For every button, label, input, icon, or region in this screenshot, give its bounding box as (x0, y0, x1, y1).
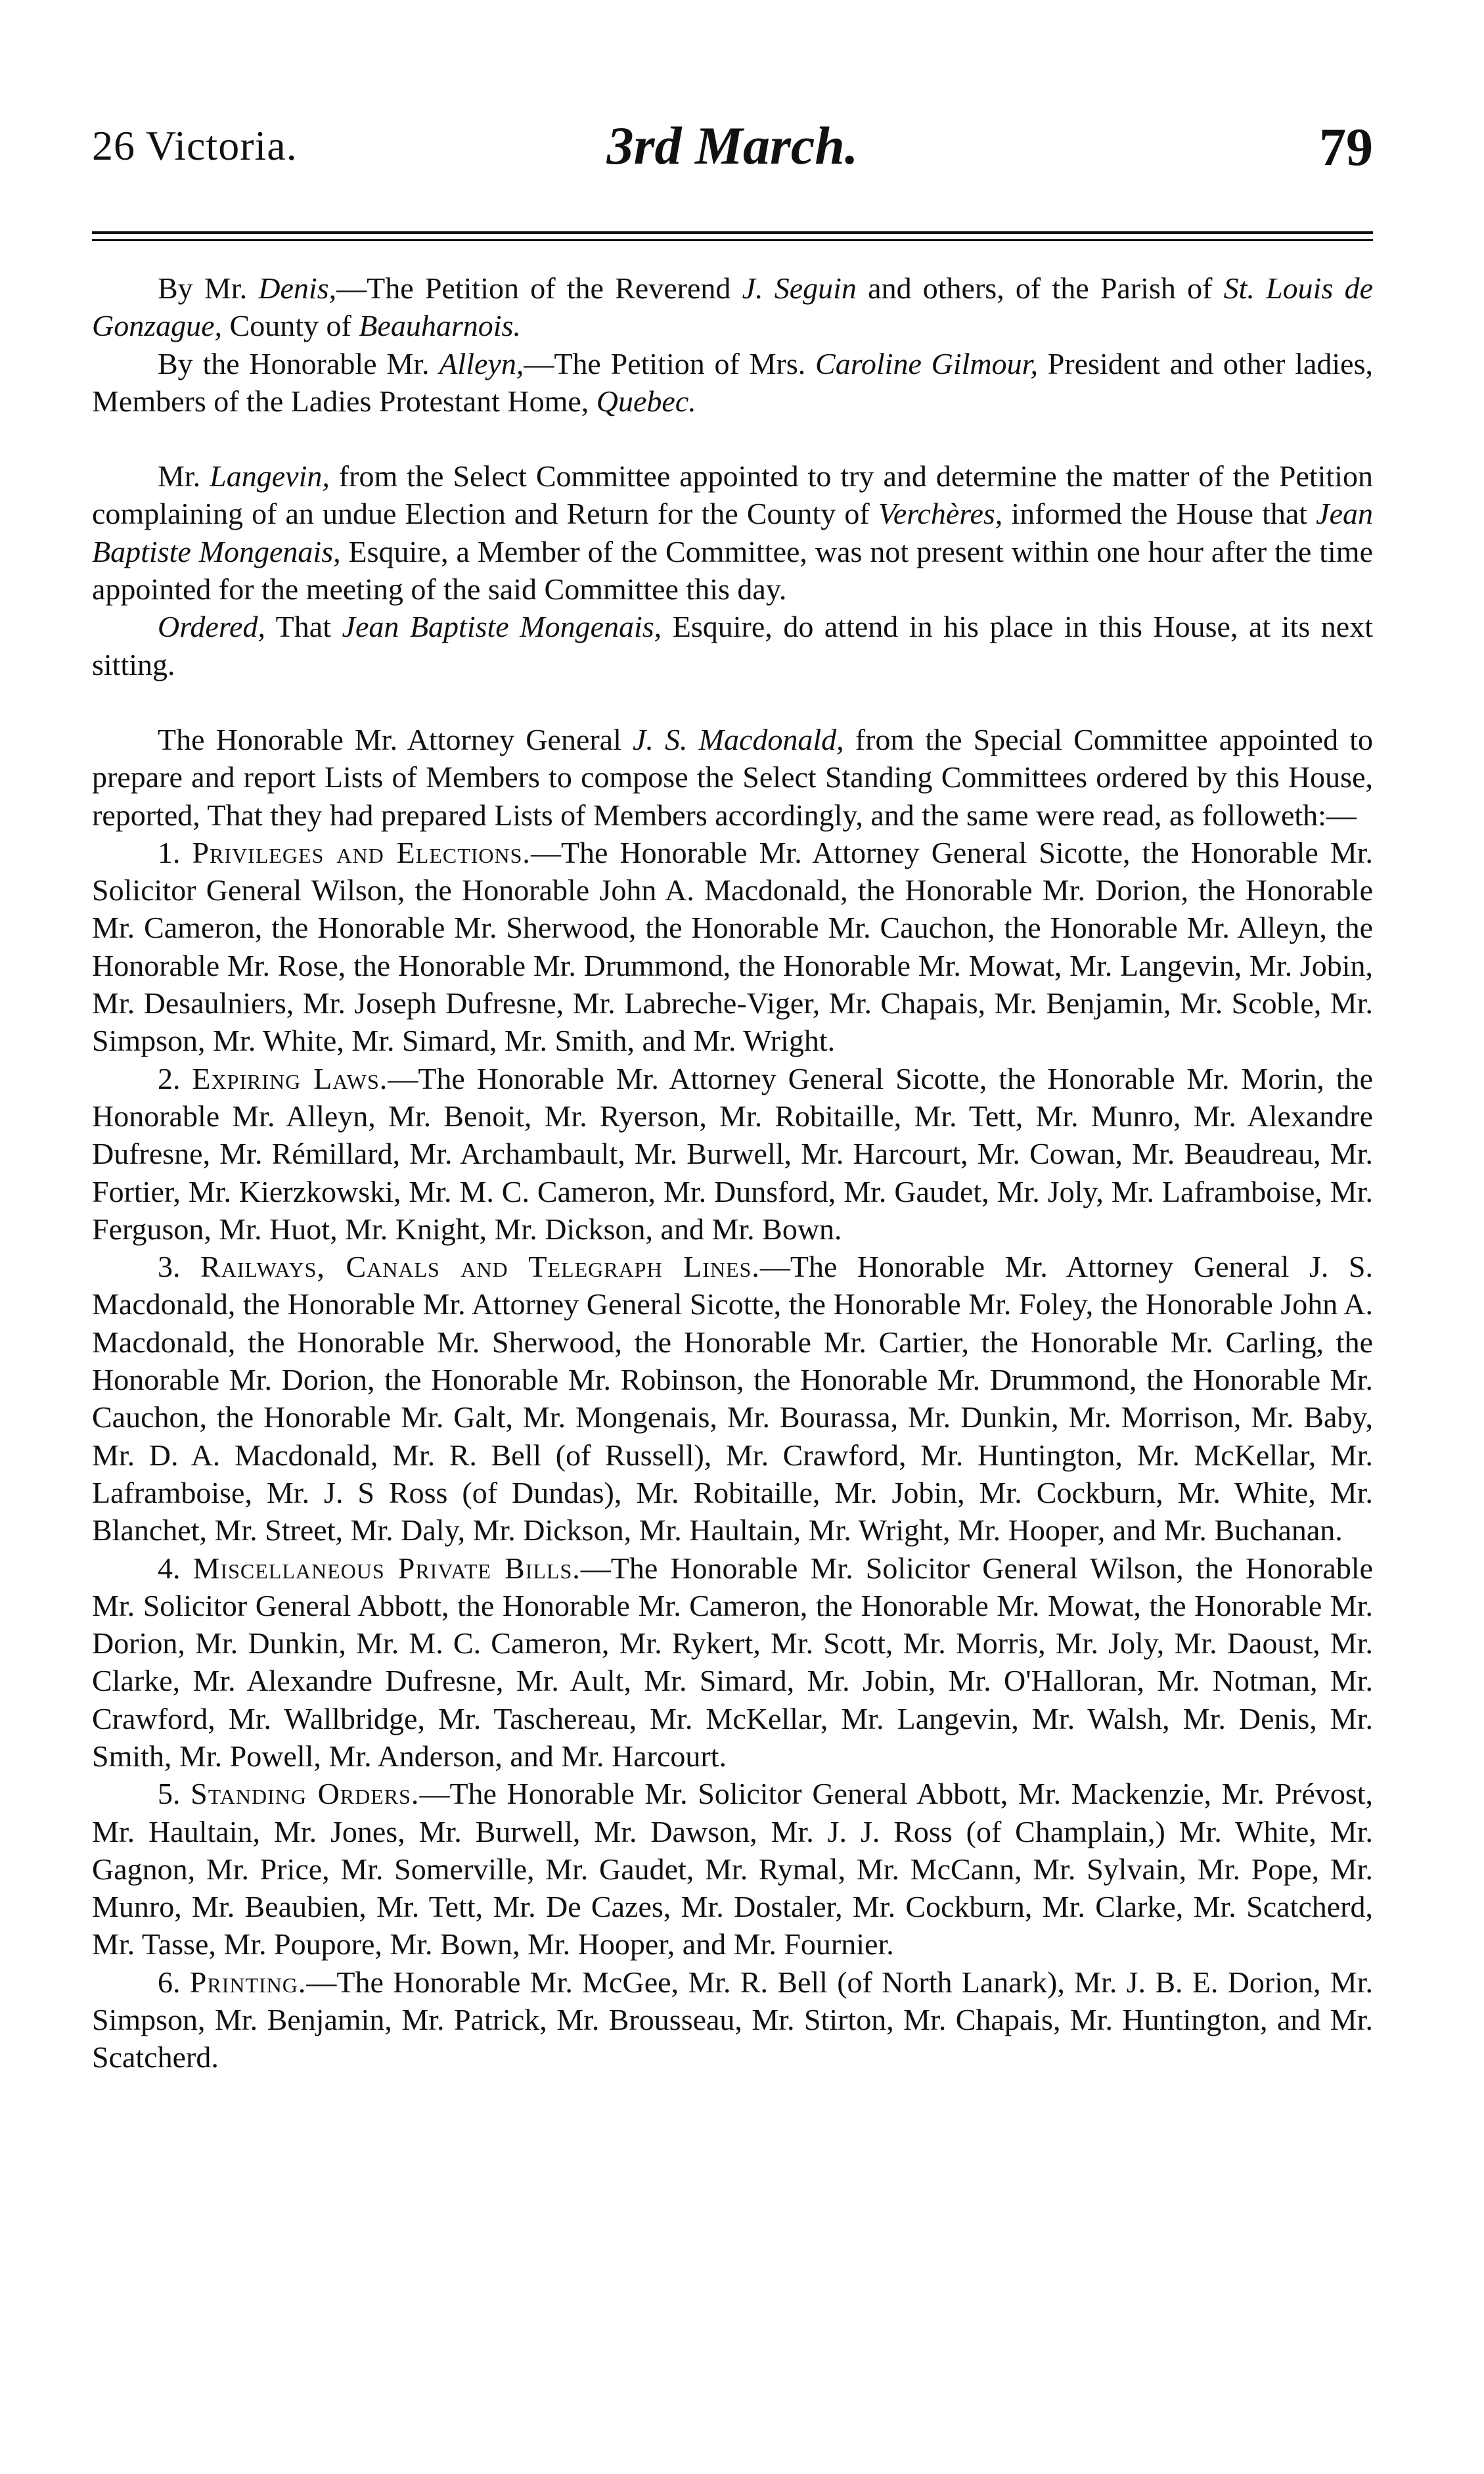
committee-list-item: 1. Privileges and Elections.—The Honorable Mr. Attorney General Sicotte, the Honorable Mr. Solicitor General Wilson, the Honorable John A. Macdonald, the Honorable Mr. Dorion, the Honorable Mr. Cameron, the Honorable Mr. Sherwood, the Honorable Mr. Cauchon, the Honorable Mr. Alleyn, the Honorable Mr. Rose, the Honorable Mr. Drummond, the Honorable Mr. Mowat, Mr. Langevin, Mr. Jobin, Mr. Desaulniers, Mr. Joseph Dufresne, Mr. Labreche-Viger, Mr. Chapais, Mr. Benjamin, Mr. Scoble, Mr. Simpson, Mr. White, Mr. Simard, Mr. Smith, and Mr. Wright. (92, 835, 1373, 1058)
committee-report-paragraph: Mr. Langevin, from the Select Committee appointed to try and determine the matter of the Petition complaining of an undue Election and Return for the County of Verchères, informed the House that Jean Baptiste Mongenais, Esquire, a Member of the Committee, was not present within one hour after the time appointed for the meeting of the said Committee this day. (92, 459, 1373, 607)
committee-title: Miscellaneous Private Bills. (192, 1551, 581, 1585)
header-rule-thick (92, 231, 1373, 234)
committee-members: —The Honorable Mr. Attorney General Sicotte, the Honorable Mr. Solicitor General Wilson, the Honorable John A. Macdonald, the Honorable Mr. Dorion, the Honorable Mr. Cameron, the Honorable Mr. Sherwood, the Honorable Mr. Cauchon, the Honorable Mr. Alleyn, the Honorable Mr. Rose, the Honorable Mr. Drummond, the Honorable Mr. Mowat, Mr. Langevin, Mr. Jobin, Mr. Desaulniers, Mr. Joseph Dufresne, Mr. Labreche-Viger, Mr. Chapais, Mr. Benjamin, Mr. Scoble, Mr. Simpson, Mr. White, Mr. Simard, Mr. Smith, and Mr. Wright. (92, 835, 1373, 1058)
committee-members: —The Honorable Mr. McGee, Mr. R. Bell (of North Lanark), Mr. J. B. E. Dorion, Mr. Simpson, Mr. Benjamin, Mr. Patrick, Mr. Brousseau, Mr. Stirton, Mr. Chapais, Mr. Huntington, and Mr. Scatcherd. (92, 1965, 1373, 2074)
session-label: 26 Victoria. (92, 122, 298, 169)
committee-list-item: 4. Miscellaneous Private Bills.—The Honorable Mr. Solicitor General Wilson, the Honorable Mr. Solicitor General Abbott, the Honorable Mr. Cameron, the Honorable Mr. Mowat, the Honorable Mr. Dorion, Mr. Dunkin, Mr. M. C. Cameron, Mr. Rykert, Mr. Scott, Mr. Morris, Mr. Joly, Mr. Daoust, Mr. Clarke, Mr. Alexandre Dufresne, Mr. Ault, Mr. Simard, Mr. Jobin, Mr. O'Halloran, Mr. Notman, Mr. Crawford, Mr. Wallbridge, Mr. Taschereau, Mr. McKellar, Mr. Langevin, Mr. Walsh, Mr. Denis, Mr. Smith, Mr. Powell, Mr. Anderson, and Mr. Harcourt. (92, 1551, 1374, 1773)
committee-list-item: 5. Standing Orders.—The Honorable Mr. Solicitor General Abbott, Mr. Mackenzie, Mr. Prévost, Mr. Haultain, Mr. Jones, Mr. Burwell, Mr. Dawson, Mr. J. J. Ross (of Champlain,) Mr. White, Mr. Gagnon, Mr. Price, Mr. Somerville, Mr. Gaudet, Mr. Rymal, Mr. McCann, Mr. Sylvain, Mr. Pope, Mr. Munro, Mr. Beaubien, Mr. Tett, Mr. De Cazes, Mr. Dostaler, Mr. Cockburn, Mr. Clarke, Mr. Scatcherd, Mr. Tasse, Mr. Poupore, Mr. Bown, Mr. Hooper, and Mr. Fournier. (92, 1777, 1373, 1961)
header-rule-thin (92, 239, 1373, 241)
committee-title: Railways, Canals and Telegraph Lines. (200, 1250, 760, 1284)
committee-title: Expiring Laws. (192, 1061, 388, 1095)
committee-list-item: 3. Railways, Canals and Telegraph Lines.—The Honorable Mr. Attorney General J. S. Macdonald, the Honorable Mr. Attorney General Sicotte, the Honorable Mr. Foley, the Honorable John A. Macdonald, the Honorable Mr. Sherwood, the Honorable Mr. Cartier, the Honorable Mr. Carling, the Honorable Mr. Dorion, the Honorable Mr. Robinson, the Honorable Mr. Drummond, the Honorable Mr. Cauchon, the Honorable Mr. Galt, Mr. Mongenais, Mr. Bourassa, Mr. Dunkin, Mr. Morrison, Mr. Baby, Mr. D. A. Macdonald, Mr. R. Bell (of Russell), Mr. Crawford, Mr. Huntington, Mr. McKellar, Mr. Laframboise, Mr. J. S Ross (of Dundas), Mr. Robitaille, Mr. Jobin, Mr. Cockburn, Mr. White, Mr. Blanchet, Mr. Street, Mr. Daly, Mr. Dickson, Mr. Haultain, Mr. Wright, Mr. Hooper, and Mr. Buchanan. (92, 1250, 1373, 1547)
page-date: 3rd March. (606, 116, 859, 175)
petition-entry: By the Honorable Mr. Alleyn,—The Petition of Mrs. Caroline Gilmour, President and other ladies, Members of the Ladies Protestant Home, Quebec. (92, 346, 1373, 418)
committee-members: —The Honorable Mr. Solicitor General Wilson, the Honorable Mr. Solicitor General Abbott, the Honorable Mr. Cameron, the Honorable Mr. Mowat, the Honorable Mr. Dorion, Mr. Dunkin, Mr. M. C. Cameron, Mr. Rykert, Mr. Scott, Mr. Morris, Mr. Joly, Mr. Daoust, Mr. Clarke, Mr. Alexandre Dufresne, Mr. Ault, Mr. Simard, Mr. Jobin, Mr. O'Halloran, Mr. Notman, Mr. Crawford, Mr. Wallbridge, Mr. Taschereau, Mr. McKellar, Mr. Langevin, Mr. Walsh, Mr. Denis, Mr. Smith, Mr. Powell, Mr. Anderson, and Mr. Harcourt. (92, 1551, 1374, 1773)
committee-title: Standing Orders. (191, 1777, 420, 1811)
committee-members: —The Honorable Mr. Attorney General Sicotte, the Honorable Mr. Morin, the Honorable Mr. Alleyn, Mr. Benoit, Mr. Ryerson, Mr. Robitaille, Mr. Tett, Mr. Munro, Mr. Alexandre Dufresne, Mr. Rémillard, Mr. Archambault, Mr. Burwell, Mr. Harcourt, Mr. Cowan, Mr. Beaudreau, Mr. Fortier, Mr. Kierzkowski, Mr. M. C. Cameron, Mr. Dunsford, Mr. Gaudet, Mr. Joly, Mr. Laframboise, Mr. Ferguson, Mr. Huot, Mr. Knight, Mr. Dickson, and Mr. Bown. (92, 1061, 1374, 1246)
petition-entry: By Mr. Denis,—The Petition of the Reverend J. Seguin and others, of the Parish of St. Louis de Gonzague, County of Beauharnois. (92, 271, 1373, 343)
committee-members: —The Honorable Mr. Attorney General J. S. Macdonald, the Honorable Mr. Attorney General Sicotte, the Honorable Mr. Foley, the Honorable John A. Macdonald, the Honorable Mr. Sherwood, the Honorable Mr. Cartier, the Honorable Mr. Carling, the Honorable Mr. Dorion, the Honorable Mr. Robinson, the Honorable Mr. Drummond, the Honorable Mr. Cauchon, the Honorable Mr. Galt, Mr. Mongenais, Mr. Bourassa, Mr. Dunkin, Mr. Morrison, Mr. Baby, Mr. D. A. Macdonald, Mr. R. Bell (of Russell), Mr. Crawford, Mr. Huntington, Mr. McKellar, Mr. Laframboise, Mr. J. S Ross (of Dundas), Mr. Robitaille, Mr. Jobin, Mr. Cockburn, Mr. White, Mr. Blanchet, Mr. Street, Mr. Daly, Mr. Dickson, Mr. Haultain, Mr. Wright, Mr. Hooper, and Mr. Buchanan. (92, 1250, 1373, 1547)
committee-list-item: 2. Expiring Laws.—The Honorable Mr. Attorney General Sicotte, the Honorable Mr. Morin, the Honorable Mr. Alleyn, Mr. Benoit, Mr. Ryerson, Mr. Robitaille, Mr. Tett, Mr. Munro, Mr. Alexandre Dufresne, Mr. Rémillard, Mr. Archambault, Mr. Burwell, Mr. Harcourt, Mr. Cowan, Mr. Beaudreau, Mr. Fortier, Mr. Kierzkowski, Mr. M. C. Cameron, Mr. Dunsford, Mr. Gaudet, Mr. Joly, Mr. Laframboise, Mr. Ferguson, Mr. Huot, Mr. Knight, Mr. Dickson, and Mr. Bown. (92, 1061, 1374, 1246)
committee-members: —The Honorable Mr. Solicitor General Abbott, Mr. Mackenzie, Mr. Prévost, Mr. Haultain, Mr. Jones, Mr. Burwell, Mr. Dawson, Mr. J. J. Ross (of Champlain,) Mr. White, Mr. Gagnon, Mr. Price, Mr. Somerville, Mr. Gaudet, Mr. Rymal, Mr. McCann, Mr. Sylvain, Mr. Pope, Mr. Munro, Mr. Beaubien, Mr. Tett, Mr. De Cazes, Mr. Dostaler, Mr. Cockburn, Mr. Clarke, Mr. Scatcherd, Mr. Tasse, Mr. Poupore, Mr. Bown, Mr. Hooper, and Mr. Fournier. (92, 1777, 1373, 1961)
page-body (92, 269, 1373, 2076)
committee-list-item: 6. Printing.—The Honorable Mr. McGee, Mr. R. Bell (of North Lanark), Mr. J. B. E. Dorion, Mr. Simpson, Mr. Benjamin, Mr. Patrick, Mr. Brousseau, Mr. Stirton, Mr. Chapais, Mr. Huntington, and Mr. Scatcherd. (92, 1965, 1373, 2074)
order-paragraph: Ordered, That Jean Baptiste Mongenais, Esquire, do attend in his place in this House, at its next sitting. (92, 610, 1373, 681)
special-committee-intro: The Honorable Mr. Attorney General J. S. Macdonald, from the Special Committee appointed to prepare and report Lists of Members to compose the Select Standing Committees ordered by this House, reported, That they had prepared Lists of Members accordingly, and the same were read, as followeth:— (92, 722, 1373, 832)
page-number: 79 (1319, 117, 1373, 177)
committee-title: Printing. (189, 1965, 307, 1999)
page-header (92, 116, 1373, 194)
committee-title: Privileges and Elections. (192, 835, 531, 869)
